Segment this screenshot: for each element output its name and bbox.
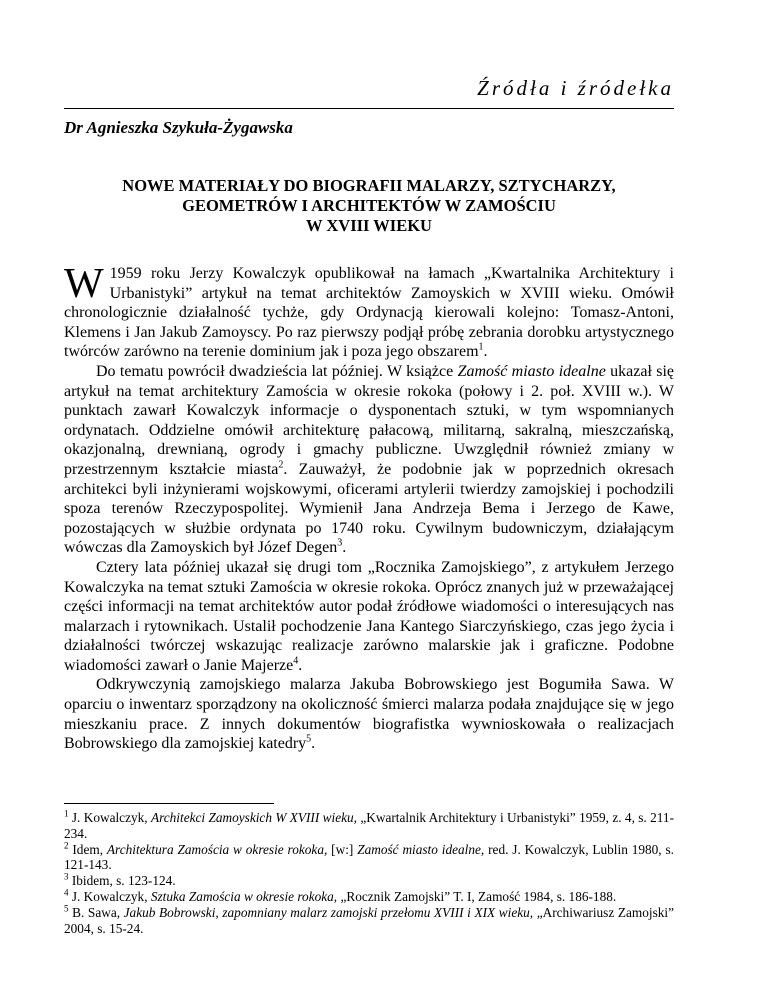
article-body [64,261,674,754]
section-title: Źródła i źródełka [477,76,674,100]
footnote [64,905,674,937]
title-line: NOWE MATERIAŁY DO BIOGRAFII MALARZY, SZTYCHARZY, [122,176,616,195]
footnote-text: [w:] [327,841,358,857]
drop-cap: W [64,261,104,307]
book-title: Zamość miasto idealne [457,362,606,380]
footnote-text: , red. J. Kowalczyk, Lublin 1980, s. 121-143. [64,841,674,873]
footnote-text: J. Kowalczyk, [68,888,151,904]
title-line: GEOMETRÓW I ARCHITEKTÓW W ZAMOŚCIU [182,196,556,215]
punctuation: . [483,343,488,361]
paragraph [64,261,674,362]
footnote-text: , „Archiwariusz Zamojski” 2004, s. 15-24. [64,904,674,936]
footnote-ref: 3 [337,537,343,549]
footnote-rule [64,803,274,804]
footnote-ref: 1 [478,342,484,354]
paragraph-text: Odkrywczynią zamojskiego malarza Jakuba Bobrowskiego jest Bogumiła Sawa. W oparciu o inwentarz sporządzony na okoliczność śmierci malarza podała znajdujące się w jego mieszkaniu prace. Z innych dokumentów biografistka wywnioskowała o realizacjach Bobrowskiego dla zamojskiej katedry [64,676,674,753]
header-rule [64,108,674,109]
cited-title: Jakub Bobrowski, zapomniany malarz zamojski przełomu XVIII i XIX wieku [123,904,530,920]
footnote-text: „Rocznik Zamojski” T. I, Zamość 1984, s. 186-188. [337,888,617,904]
article-title [64,176,674,236]
footnote-text: B. Sawa, [68,904,124,920]
punctuation: . [298,656,303,674]
footnote-text: J. Kowalczyk, [68,810,151,825]
cited-title: Architektura Zamościa w okresie rokoka, [106,841,328,857]
paragraph-text: 1959 roku Jerzy Kowalczyk opublikował na łamach „Kwartalnika Architektury i Urbanistyki” artykuł na temat architektów Zamoyskich w XVIII wieku. Omówił chronologicznie działalność tychże, gdy Ordynacją kierowali kolejno: Tomasz-Antoni, Klemens i Jan Jakub Zamoyscy. Po raz pierwszy podjął próbę zebrania dorobku artystycznego twórców zarówno na terenie dominium jak i poza jego obszarem [64,265,674,361]
footnote [64,842,674,874]
footnotes [64,810,674,936]
footnote [64,810,674,842]
title-line: W XVIII WIEKU [306,216,432,235]
footnote-number: 2 [64,840,69,851]
paragraph-text: ukazał się artykuł na temat architektury Zamościa w okresie rokoka (połowy i 2. poł. XVIII w.). W punktach zawarł Kowalczyk informacje o dysponentach sztuki, w tym wspomnianych ordynatach. Oddzielne omówił architekturę pałacową, militarną, sakralną, mieszczańską, okazjonalną, drewnianą, ogrody i gmachy publiczne. Uwzględnił również zmiany w przestrzennym kształcie miasta [64,362,674,478]
footnote [64,873,674,889]
cited-title: Zamość miasto idealne [357,841,481,857]
footnote-number: 5 [64,903,69,914]
punctuation: . [311,735,316,753]
paragraph-text: . Zauważył, że podobnie jak w poprzednich okresach architekci byli inżynierami wojskowymi, oficerami artylerii twierdzy zamojskiej i pochodzili spoza terenów Rzeczypospolitej. Wymienił Jana Andrzeja Bema i Jerzego de Kawe, pozostających w służbie ordynata po 1740 roku. Cywilnym budowniczym, działającym wówczas dla Zamoyskich był Józef Degen [64,460,674,557]
footnote-text: „Kwartalnik Architektury i Urbanistyki” 1959, z. 4, s. 211-234. [64,810,674,841]
footnote-text: Ibidem, s. 123-124. [68,873,176,889]
paragraph-text: Do tematu powrócił dwadzieścia lat później. W książce [96,362,458,380]
paragraph-text: Cztery lata później ukazał się drugi tom „Rocznika Zamojskiego”, z artykułem Jerzego Kowalczyka na temat sztuki Zamościa w okresie rokoka. Oprócz znanych już w przeważającej części informacji na temat architektów autor podał źródłowe wiadomości o interesujących nas malarzach i rytownikach. Ustalił pochodzenie Jana Kantego Siarczyńskiego, czas jego życia i działalności twórczej wskazując realizacje zarówno malarskie jak i graficzne. Podobne wiadomości zawarł o Janie Majerze [64,558,674,674]
paragraph [64,558,674,676]
footnote-number: 1 [64,808,69,819]
footnote-ref: 2 [278,459,284,471]
footnote-ref: 4 [293,655,299,667]
article-author: Dr Agnieszka Szykuła-Żygawska [64,118,293,137]
paragraph [64,675,674,753]
footnote-text: Idem, [68,841,107,857]
cited-title: Sztuka Zamościa w okresie rokoka, [150,888,338,904]
footnote-number: 3 [64,871,69,882]
punctuation: . [342,539,347,557]
paragraph [64,362,674,558]
footnote [64,889,674,905]
footnote-number: 4 [64,887,69,898]
footnote-ref: 5 [306,733,312,745]
cited-title: Architekci Zamoyskich W XVIII wieku, [150,810,357,825]
